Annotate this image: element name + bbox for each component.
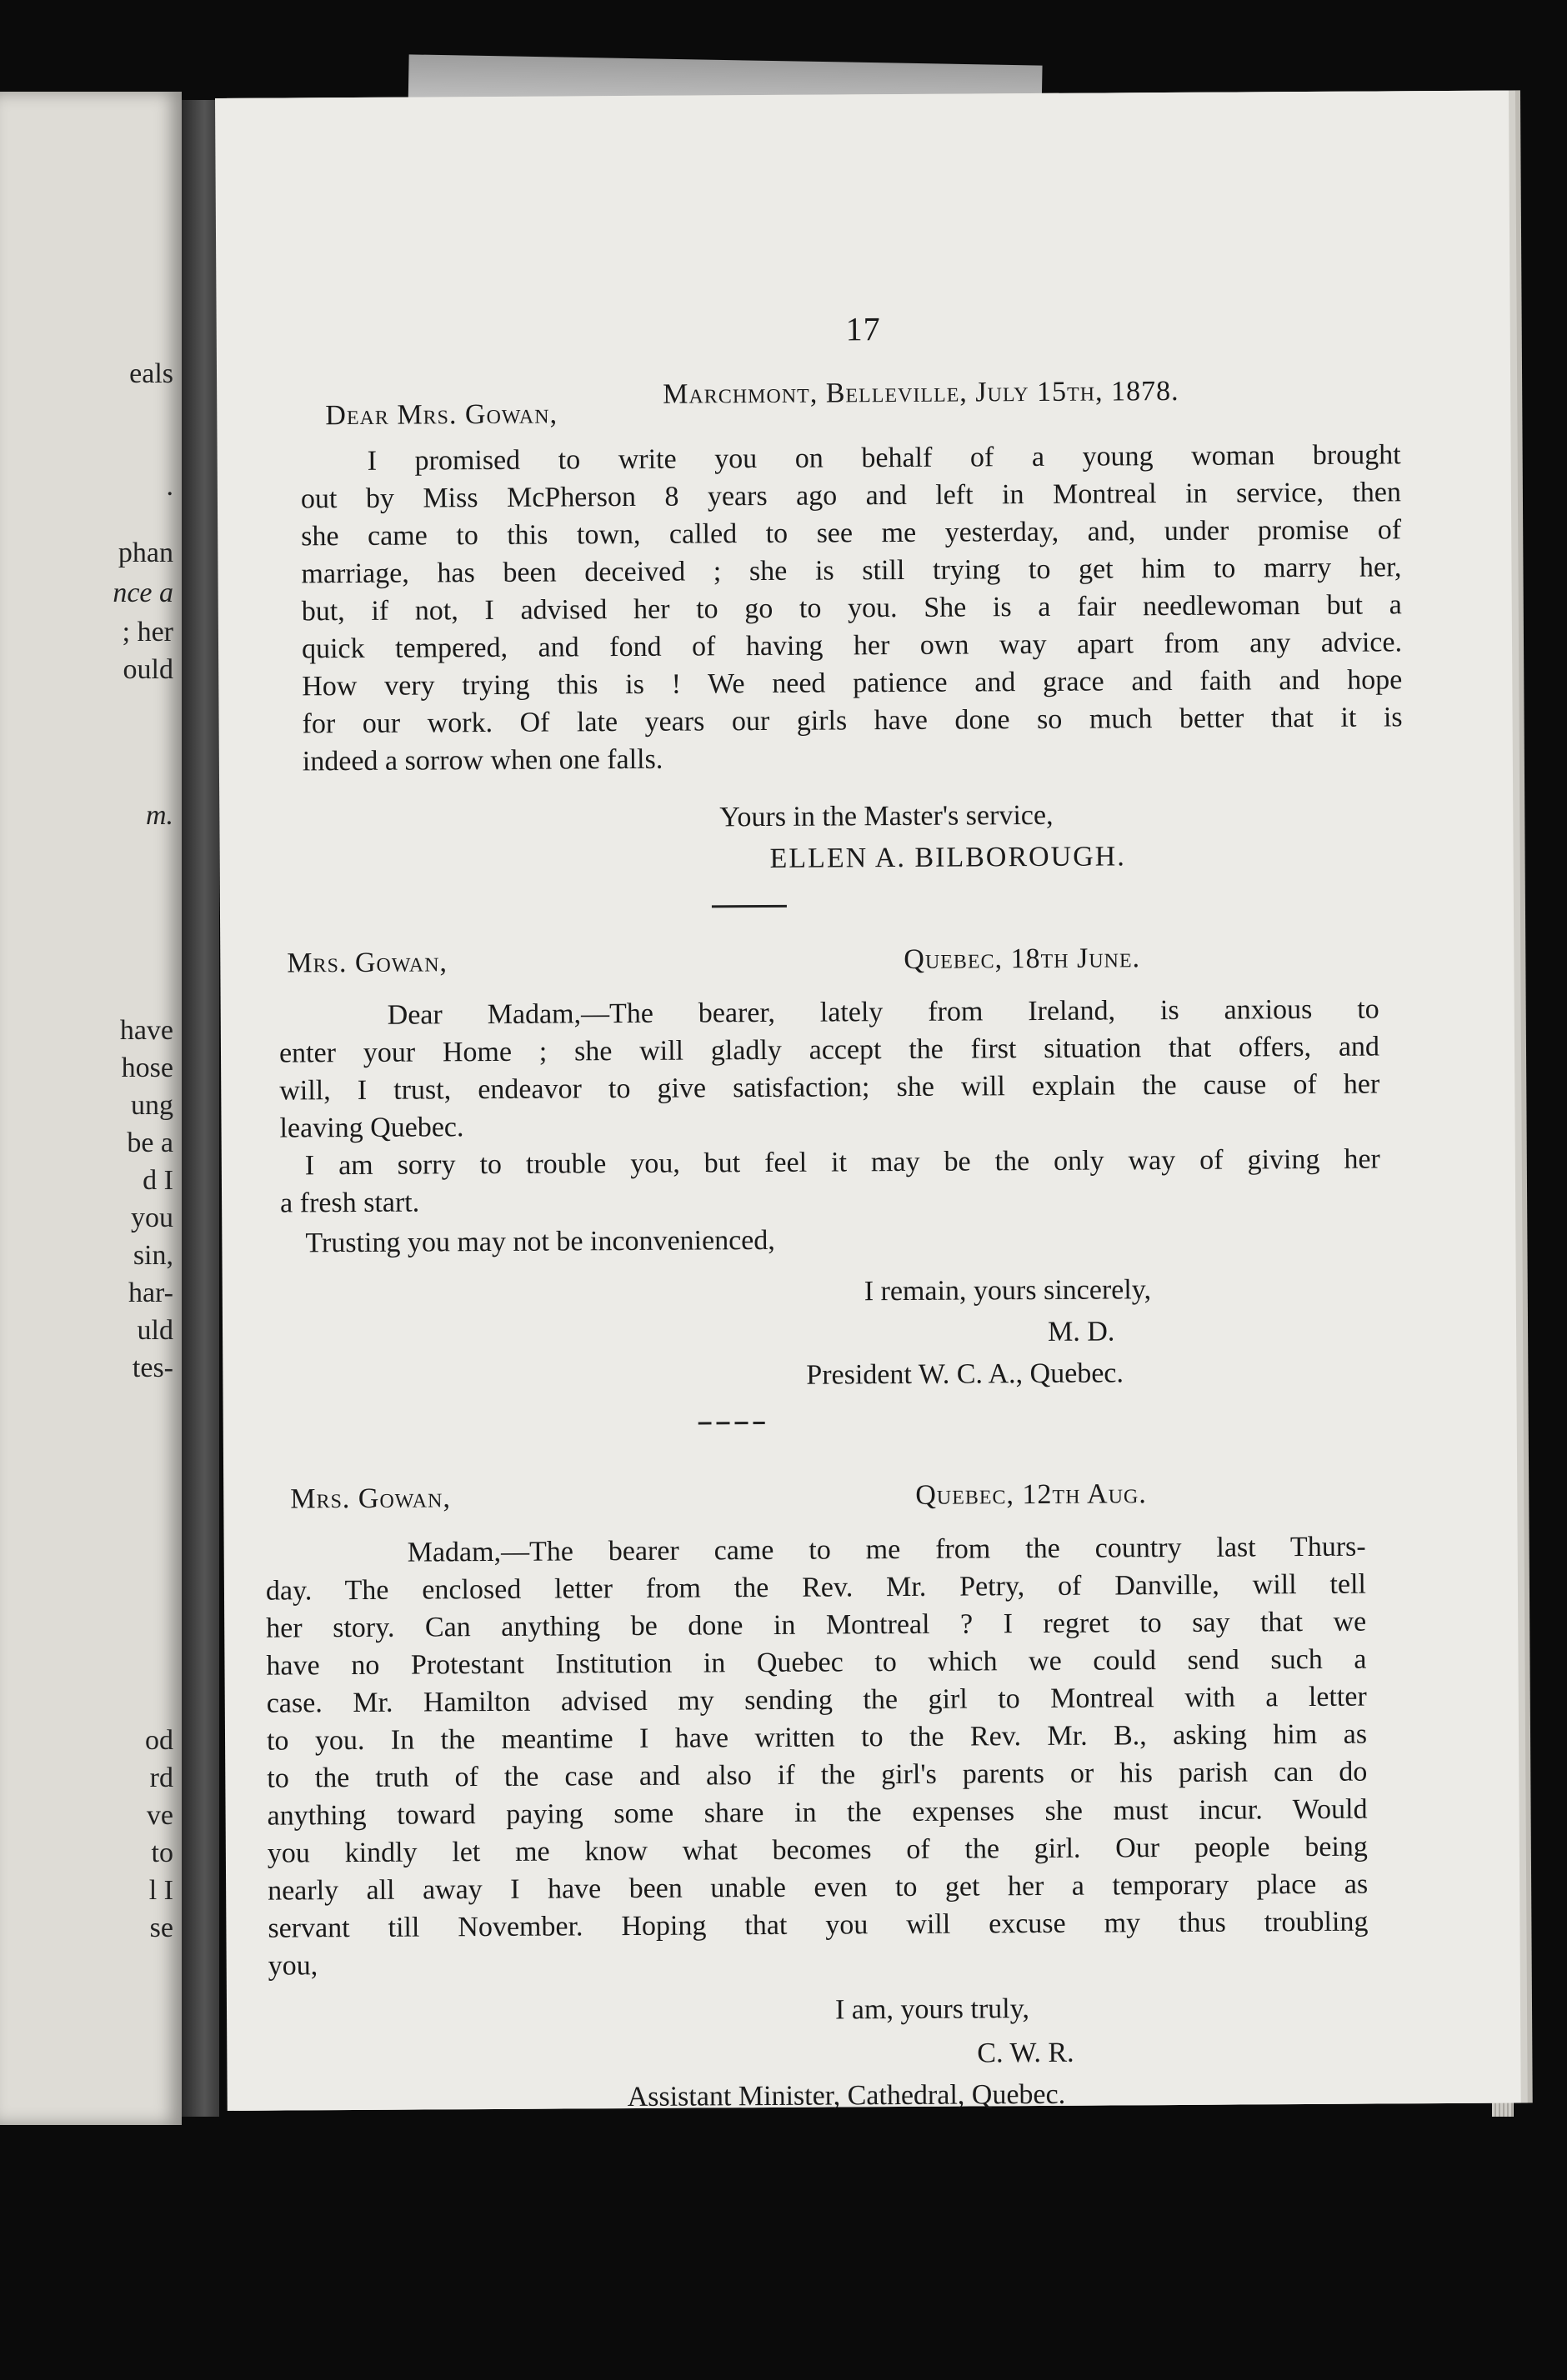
left-fragment: be a <box>127 1128 173 1158</box>
letter-body-line: case. Mr. Hamilton advised my sending the girl to Montreal with a letter <box>266 1681 1367 1719</box>
left-fragment: uld <box>137 1315 173 1346</box>
left-fragment: tes- <box>132 1352 173 1383</box>
letter-body-line: day. The enclosed letter from the Rev. Mr. Petry, of Danville, will tell <box>265 1568 1367 1607</box>
left-fragment: phan <box>118 538 173 568</box>
left-fragment: have <box>119 1015 173 1046</box>
left-page-fragment <box>0 92 182 2125</box>
letter-body-line: nearly all away I have been unable even to get her a temporary place as <box>268 1868 1369 1907</box>
left-fragment: ould <box>123 654 173 685</box>
letter-body-line: you, <box>268 1950 318 1982</box>
letter-body-line: you kindly let me know what becomes of the girl. Our people being <box>267 1831 1368 1869</box>
left-fragment: you <box>131 1202 173 1233</box>
section-divider <box>698 1422 765 1424</box>
letter-body-line: servant till November. Hoping that you will excuse my thus troubling <box>268 1906 1369 1944</box>
letter-body-line: she came to this town, called to see me yesterday, and, under promise of <box>301 514 1402 552</box>
left-fragment: ve <box>146 1800 173 1831</box>
left-fragment: nce a <box>113 578 173 608</box>
letter-initials: M. D. <box>1047 1316 1115 1348</box>
letter-closing: I am, yours truly, <box>834 1993 1030 2026</box>
letter-body-line: to you. In the meantime I have written to the Rev. Mr. B., asking him as <box>266 1718 1368 1757</box>
left-fragment: l I <box>148 1875 173 1906</box>
letter-body-line: I am sorry to trouble you, but feel it may be the only way of giving her <box>304 1143 1380 1182</box>
letter-body-line: a fresh start. <box>279 1187 420 1219</box>
letter-body-line: How very trying this is ! We need patience and grace and faith and hope <box>302 664 1403 702</box>
letter-place-date: Quebec, 18th June. <box>904 942 1141 975</box>
left-fragment: . <box>166 471 173 502</box>
letter-body-line: Madam,—The bearer came to me from the country last Thurs- <box>407 1531 1366 1568</box>
letter-sender-title: President W. C. A., Quebec. <box>806 1358 1124 1391</box>
letter-salutation: Mrs. Gowan, <box>290 1482 452 1515</box>
left-fragment: se <box>149 1912 173 1943</box>
left-fragment: to <box>151 1838 173 1868</box>
letter-body-line: enter your Home ; she will gladly accept the first situation that offers, and <box>278 1031 1380 1069</box>
left-fragment: sin, <box>133 1240 173 1271</box>
letter-closing: Yours in the Master's service, <box>719 799 1054 833</box>
letter-body-line: her story. Can anything be done in Montreal ? I regret to say that we <box>266 1606 1367 1644</box>
letter-body-line: have no Protestant Institution in Quebec to which we could send such a <box>266 1643 1367 1682</box>
page-number: 17 <box>845 310 881 348</box>
letter-initials: C. W. R. <box>977 2037 1074 2069</box>
left-fragment: ung <box>131 1090 173 1121</box>
book-page <box>215 91 1521 2111</box>
letter-body-line: quick tempered, and fond of having her own way apart from any advice. <box>301 627 1403 665</box>
left-fragment: rd <box>149 1762 173 1793</box>
book-gutter <box>182 100 219 2117</box>
letter-place-date: Quebec, 12th Aug. <box>915 1478 1147 1511</box>
letter-body-line: anything toward paying some share in the expenses she must incur. Would <box>267 1793 1368 1832</box>
section-divider <box>712 905 787 908</box>
letter-body-line: marriage, has been deceived ; she is still trying to get him to marry her, <box>301 552 1402 590</box>
left-fragment: od <box>145 1725 173 1756</box>
letter-body-line: leaving Quebec. <box>279 1112 464 1144</box>
letter-salutation: Mrs. Gowan, <box>287 947 448 979</box>
left-fragment: m. <box>145 800 173 831</box>
letter-body-line: I promised to write you on behalf of a young woman brought <box>367 439 1401 477</box>
letter-signature: ELLEN A. BILBOROUGH. <box>769 841 1126 874</box>
letter-closing: I remain, yours sincerely, <box>864 1274 1152 1308</box>
letter-body-line: out by Miss McPherson 8 years ago and left in Montreal in service, then <box>300 477 1402 515</box>
letter-body-line: to the truth of the case and also if the girl's parents or his parish can do <box>267 1756 1368 1794</box>
letter-body-line: Dear Madam,—The bearer, lately from Ireland, is anxious to <box>387 993 1379 1031</box>
left-fragment: hose <box>121 1052 173 1083</box>
letter-place-date: Marchmont, Belleville, July 15th, 1878. <box>663 375 1179 410</box>
left-fragment: eals <box>129 358 173 389</box>
left-fragment: ; her <box>122 617 173 648</box>
left-fragment: d I <box>143 1165 173 1196</box>
letter-body-line: for our work. Of late years our girls have done so much better that it is <box>302 702 1403 740</box>
letter-salutation: Dear Mrs. Gowan, <box>325 398 558 432</box>
letter-body-line: but, if not, I advised her to go to you. She is a fair needlewoman but a <box>301 589 1402 628</box>
letter-body-line: will, I trust, endeavor to give satisfaction; she will explain the cause of her <box>279 1068 1380 1107</box>
letter-body-line: indeed a sorrow when one falls. <box>302 743 663 778</box>
letter-sender-title: Assistant Minister, Cathedral, Quebec. <box>627 2078 1066 2113</box>
left-fragment: har- <box>128 1278 173 1308</box>
letter-body-line: Trusting you may not be inconvenienced, <box>305 1224 775 1259</box>
